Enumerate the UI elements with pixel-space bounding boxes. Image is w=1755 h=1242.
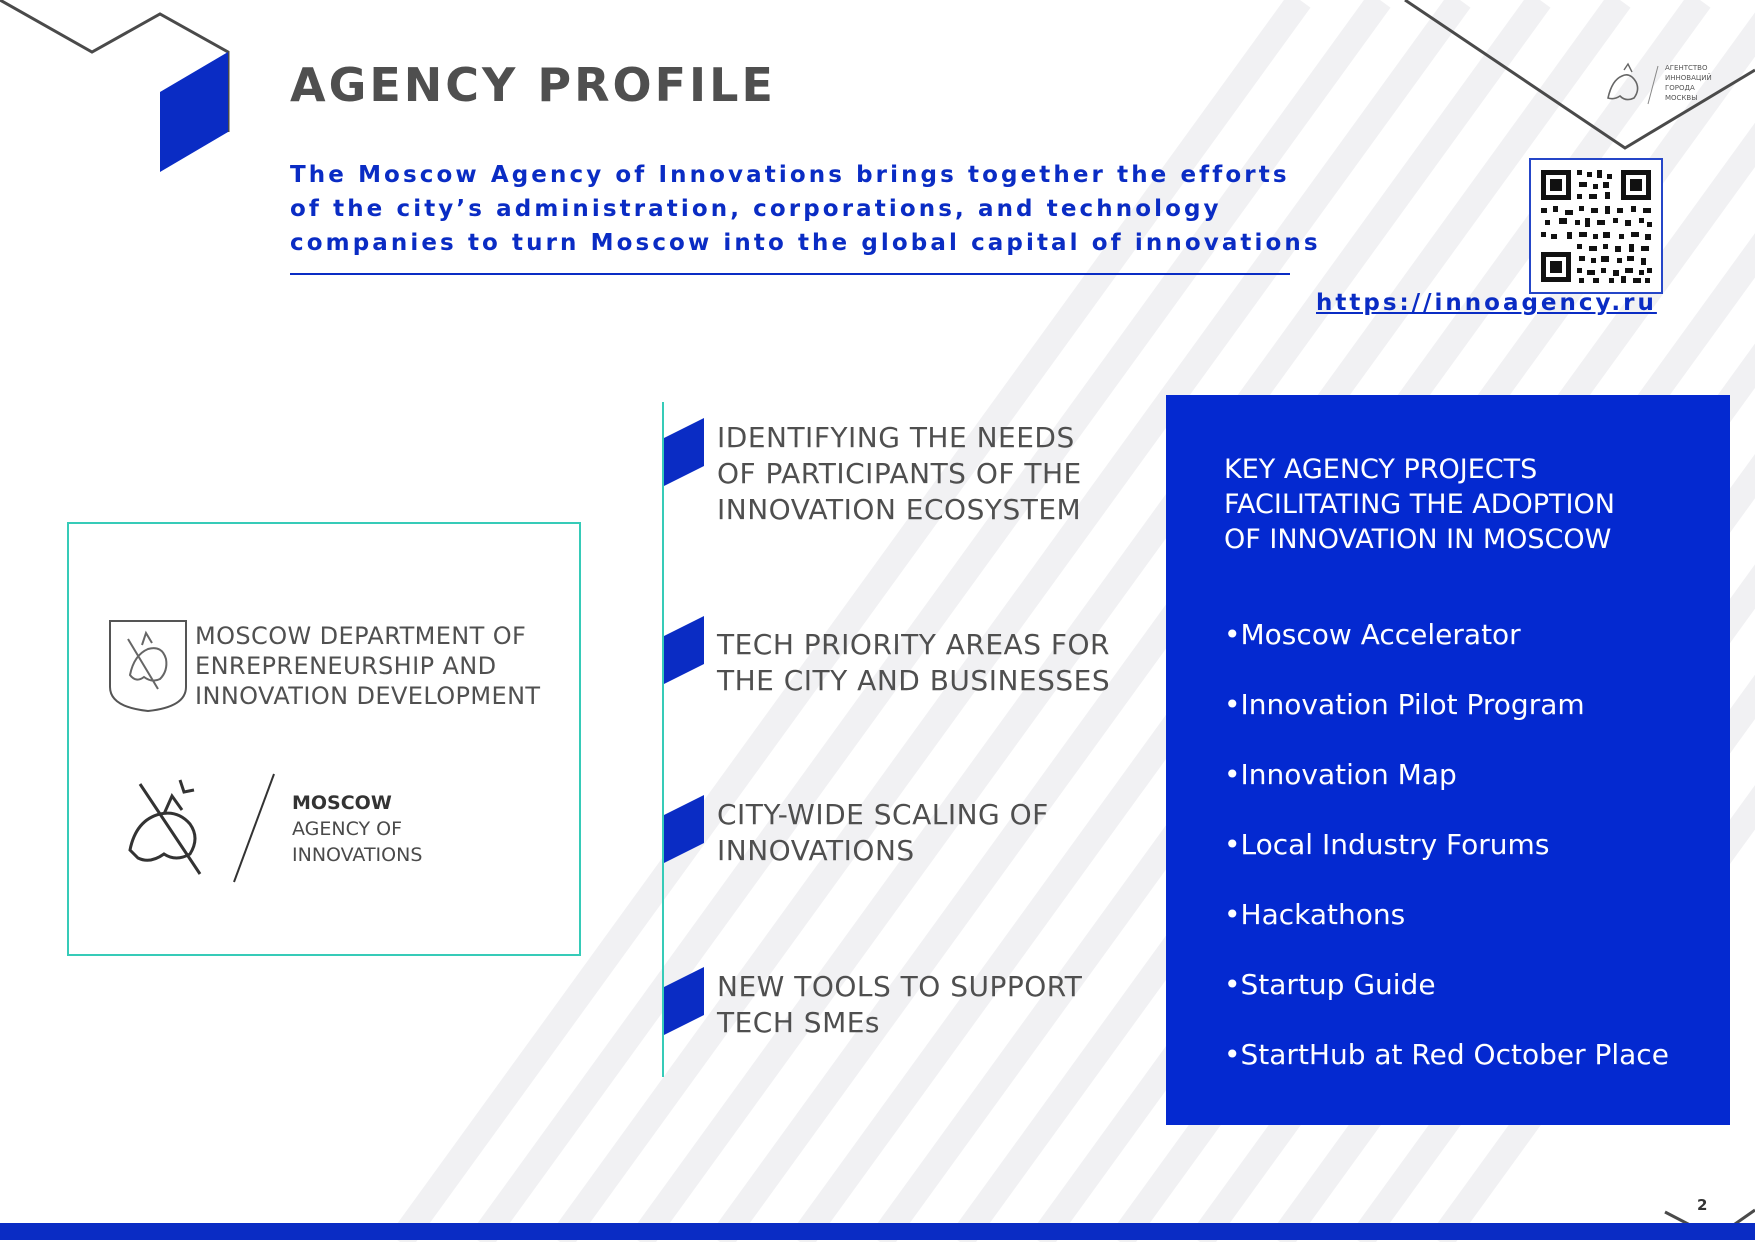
focus-area-3 [717,797,1049,869]
department-line: INNOVATION DEVELOPMENT [195,682,541,710]
heading-line: KEY AGENCY PROJECTS [1224,454,1538,485]
intro-line: companies to turn Moscow into the global capital of innovations [290,230,1321,256]
intro-underline [290,273,1290,275]
focus-line: NEW TOOLS TO SUPPORT [717,970,1083,1003]
focus-line: IDENTIFYING THE NEEDS [717,421,1075,454]
corner-logo-line: ГОРОДА [1665,84,1695,92]
focus-marker-icon [664,616,704,686]
focus-line: CITY-WIDE SCALING OF [717,798,1049,831]
project-item: •Local Industry Forums [1224,828,1550,861]
project-item: •Hackathons [1224,898,1406,931]
corner-logo-line: ИННОВАЦИЙ [1665,74,1712,82]
focus-line: TECH SMEs [717,1006,881,1039]
intro-line: The Moscow Agency of Innovations brings together the efforts [290,162,1290,188]
intro-line: of the city’s administration, corporations, and technology [290,196,1222,222]
agency-line: MOSCOW [292,792,392,814]
focus-marker-icon [664,967,704,1037]
corner-logo-line: АГЕНТСТВО [1665,64,1708,72]
footer-bar [0,1223,1755,1240]
project-item: •Moscow Accelerator [1224,618,1521,651]
department-line: MOSCOW DEPARTMENT OF [195,622,527,650]
heading-line: OF INNOVATION IN MOSCOW [1224,524,1612,555]
focus-marker-icon [664,418,704,488]
page-number: 2 [1697,1196,1708,1214]
focus-line: OF PARTICIPANTS OF THE [717,457,1082,490]
agency-line: INNOVATIONS [292,844,423,866]
project-item: •Startup Guide [1224,968,1436,1001]
focus-line: INNOVATION ECOSYSTEM [717,493,1082,526]
key-projects-heading [1224,452,1615,557]
website-link[interactable]: https://innoagency.ru [1316,290,1657,316]
qr-code[interactable] [1529,158,1663,294]
project-item: •StartHub at Red October Place [1224,1038,1669,1071]
intro-text [290,158,1321,260]
project-item: •Innovation Map [1224,758,1457,791]
moscow-coat-of-arms-icon [108,619,188,713]
logos-panel [67,522,581,956]
agency-line: AGENCY OF [292,818,403,840]
heading-line: FACILITATING THE ADOPTION [1224,489,1615,520]
corner-logo-line: МОСКВЫ [1665,94,1698,102]
department-name [195,621,541,711]
agency-name [292,790,422,868]
qr-code-icon [1531,160,1661,292]
st-george-emblem-icon [120,770,280,886]
focus-area-2 [717,627,1110,699]
department-line: ENREPRENEURSHIP AND [195,652,497,680]
page-title: AGENCY PROFILE [290,58,776,112]
focus-marker-icon [664,795,704,865]
focus-area-4 [717,969,1082,1041]
focus-line: THE CITY AND BUSINESSES [717,664,1111,697]
focus-area-1 [717,420,1082,528]
focus-line: INNOVATIONS [717,834,915,867]
corner-logo-text [1665,63,1712,103]
focus-line: TECH PRIORITY AREAS FOR [717,628,1110,661]
project-item: •Innovation Pilot Program [1224,688,1585,721]
